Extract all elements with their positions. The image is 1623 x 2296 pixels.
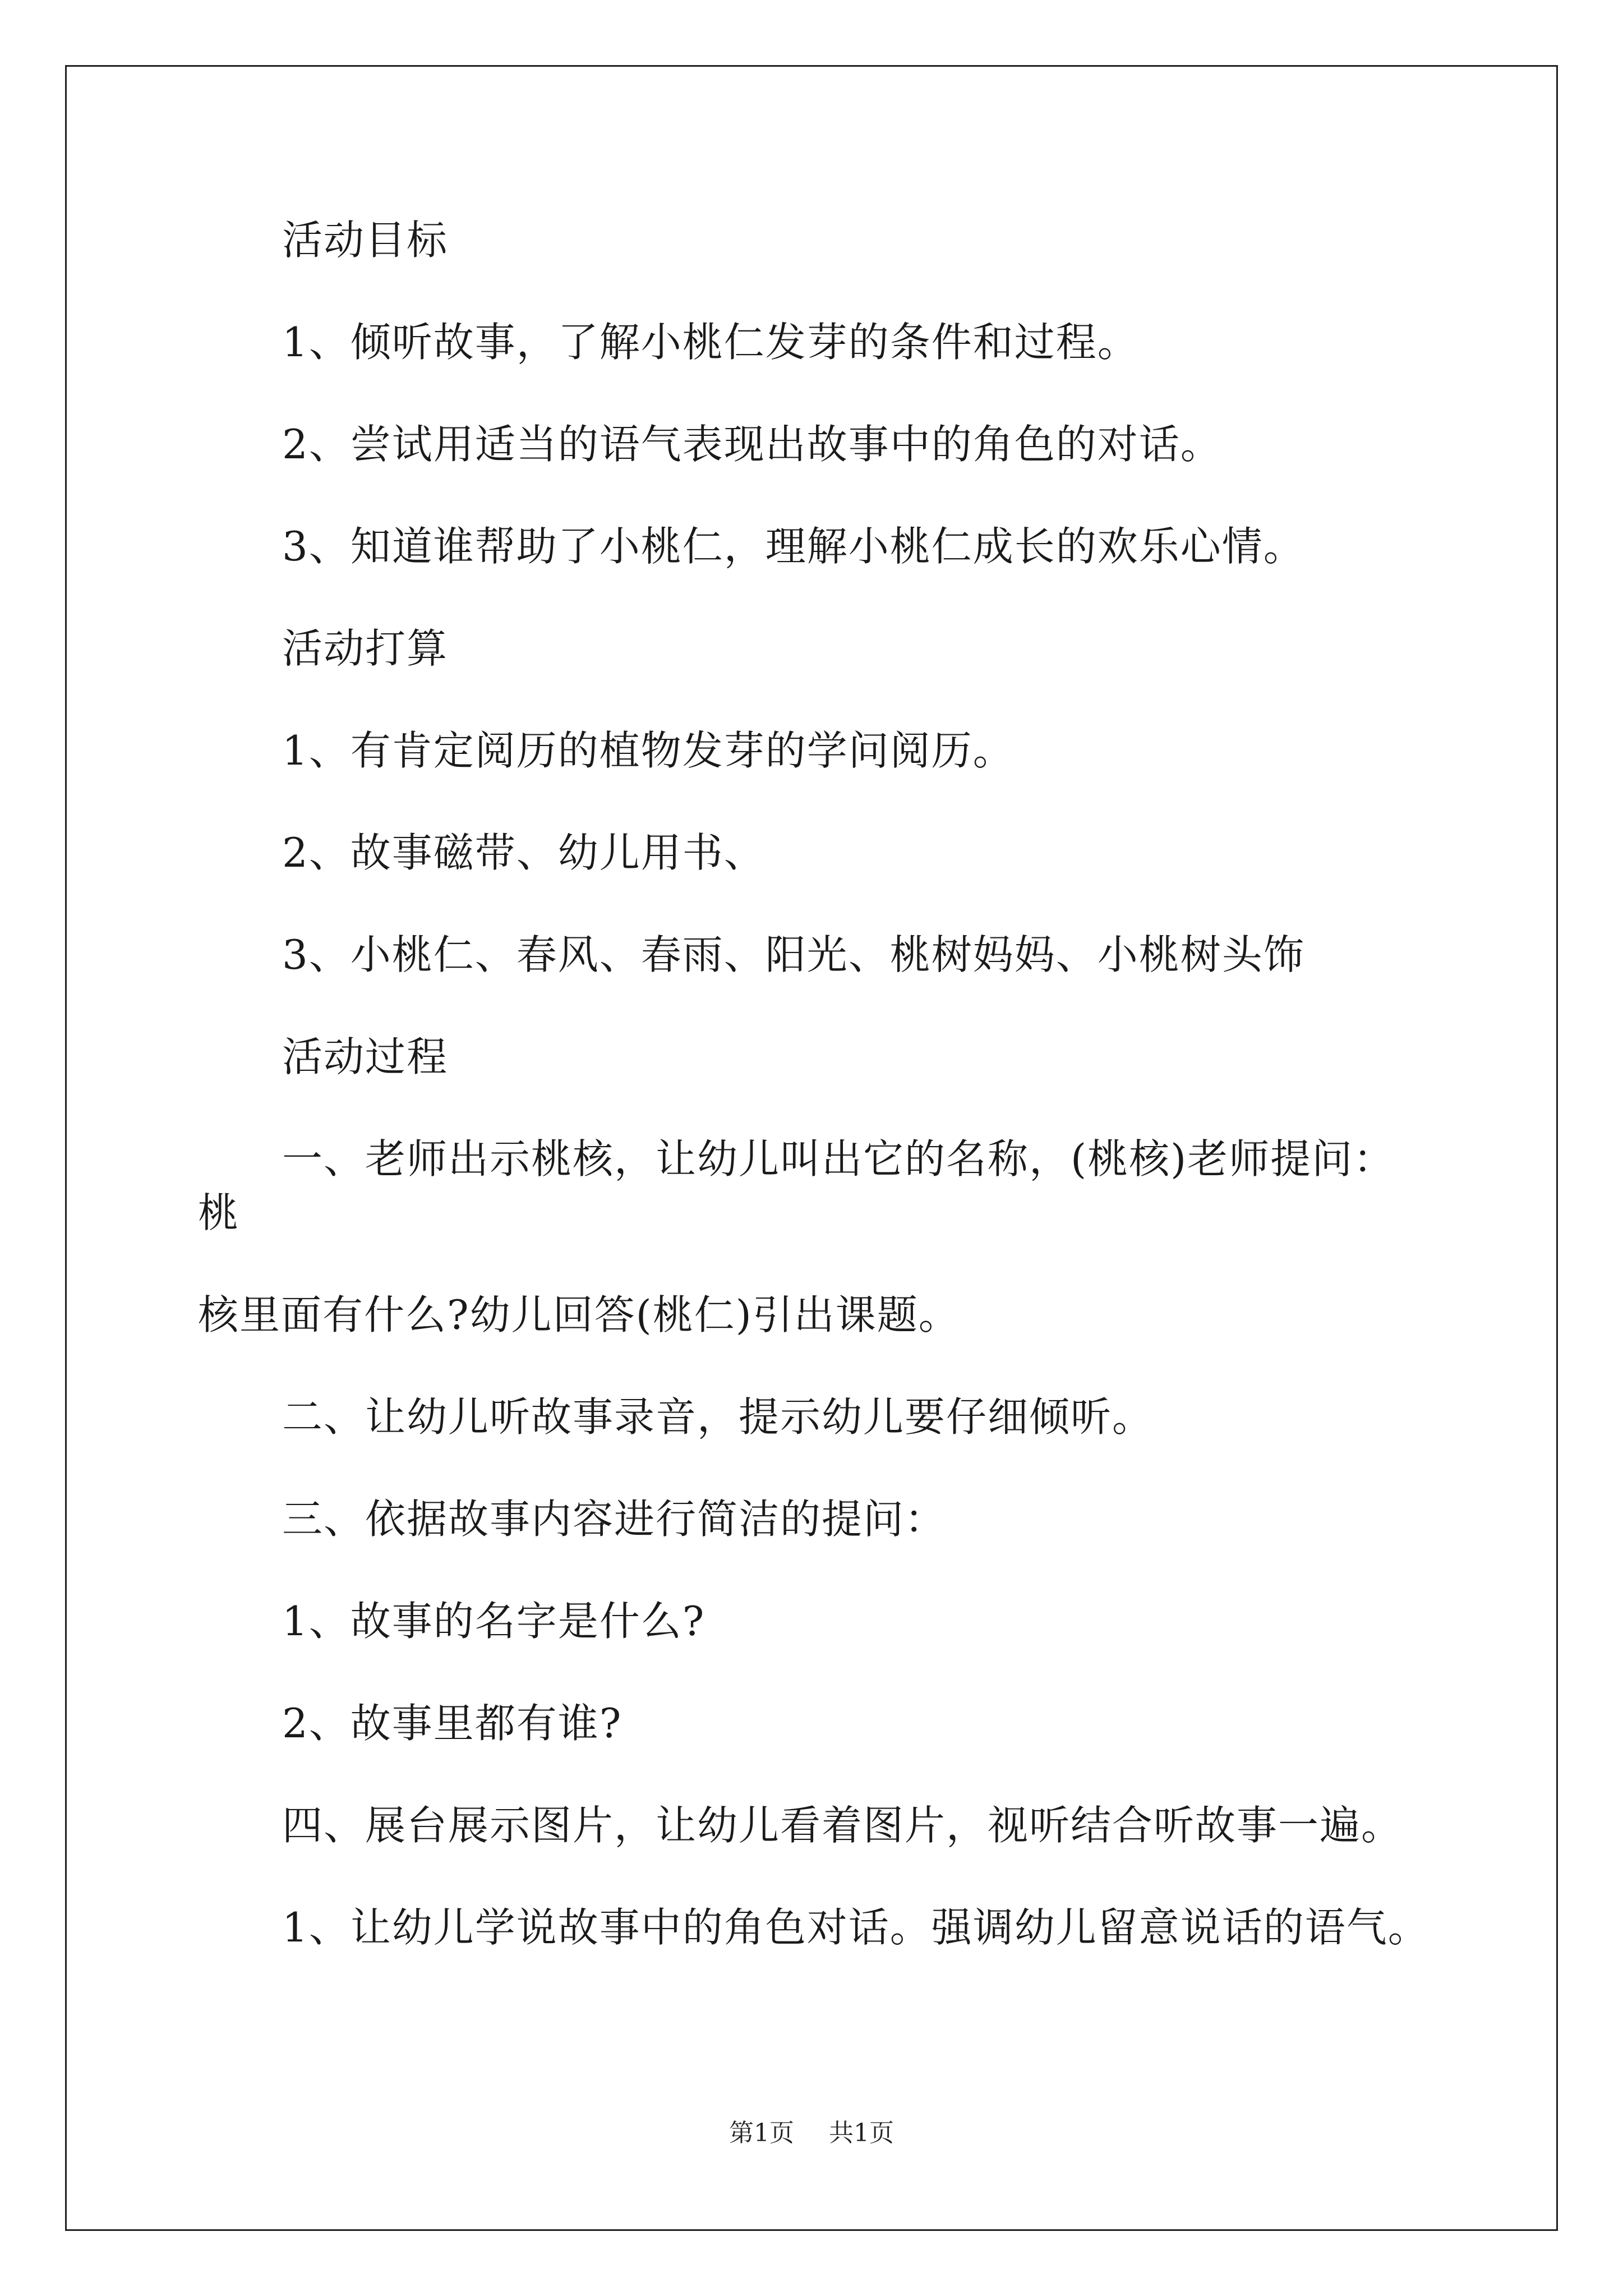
goal-item-2: 2、尝试用适当的语气表现出故事中的角色的对话。 [282,421,1222,468]
question-item-2: 2、故事里都有谁? [282,1700,623,1747]
goal-item-3: 3、知道谁帮助了小桃仁，理解小桃仁成长的欢乐心情。 [282,523,1305,570]
process-step-1-line1: 一、老师出示桃核，让幼儿叫出它的名称，(桃核)老师提问：桃 [198,1135,1395,1236]
preparation-item-3: 3、小桃仁、春风、春雨、阳光、桃树妈妈、小桃树头饰 [282,931,1305,978]
preparation-item-1: 1、有肯定阅历的植物发芽的学问阅历。 [282,727,1015,774]
page-total: 共1页 [829,2119,894,2147]
process-step-2: 二、让幼儿听故事录音，提示幼儿要仔细倾听。 [282,1393,1154,1441]
process-step-4: 四、展台展示图片，让幼儿看着图片，视听结合听故事一遍。 [282,1802,1403,1849]
process-step-4-item-1: 1、让幼儿学说故事中的角色对话。强调幼儿留意说话的语气。 [282,1904,1430,1951]
document-body [198,213,1432,2003]
page-number: 第1页 [729,2119,794,2147]
section-heading-goals: 活动目标 [282,217,449,264]
section-heading-process: 活动过程 [282,1033,449,1080]
page-footer [0,2118,1623,2149]
process-step-3: 三、依据故事内容进行简洁的提问： [282,1496,947,1543]
question-item-1: 1、故事的名字是什么? [282,1598,706,1645]
goal-item-1: 1、倾听故事，了解小桃仁发芽的条件和过程。 [282,319,1139,366]
process-step-1 [198,1132,1432,1342]
process-step-1-line2: 核里面有什么?幼儿回答(桃仁)引出课题。 [198,1291,960,1338]
preparation-item-2: 2、故事磁带、幼儿用书、 [282,829,766,876]
section-heading-preparation: 活动打算 [282,625,449,672]
